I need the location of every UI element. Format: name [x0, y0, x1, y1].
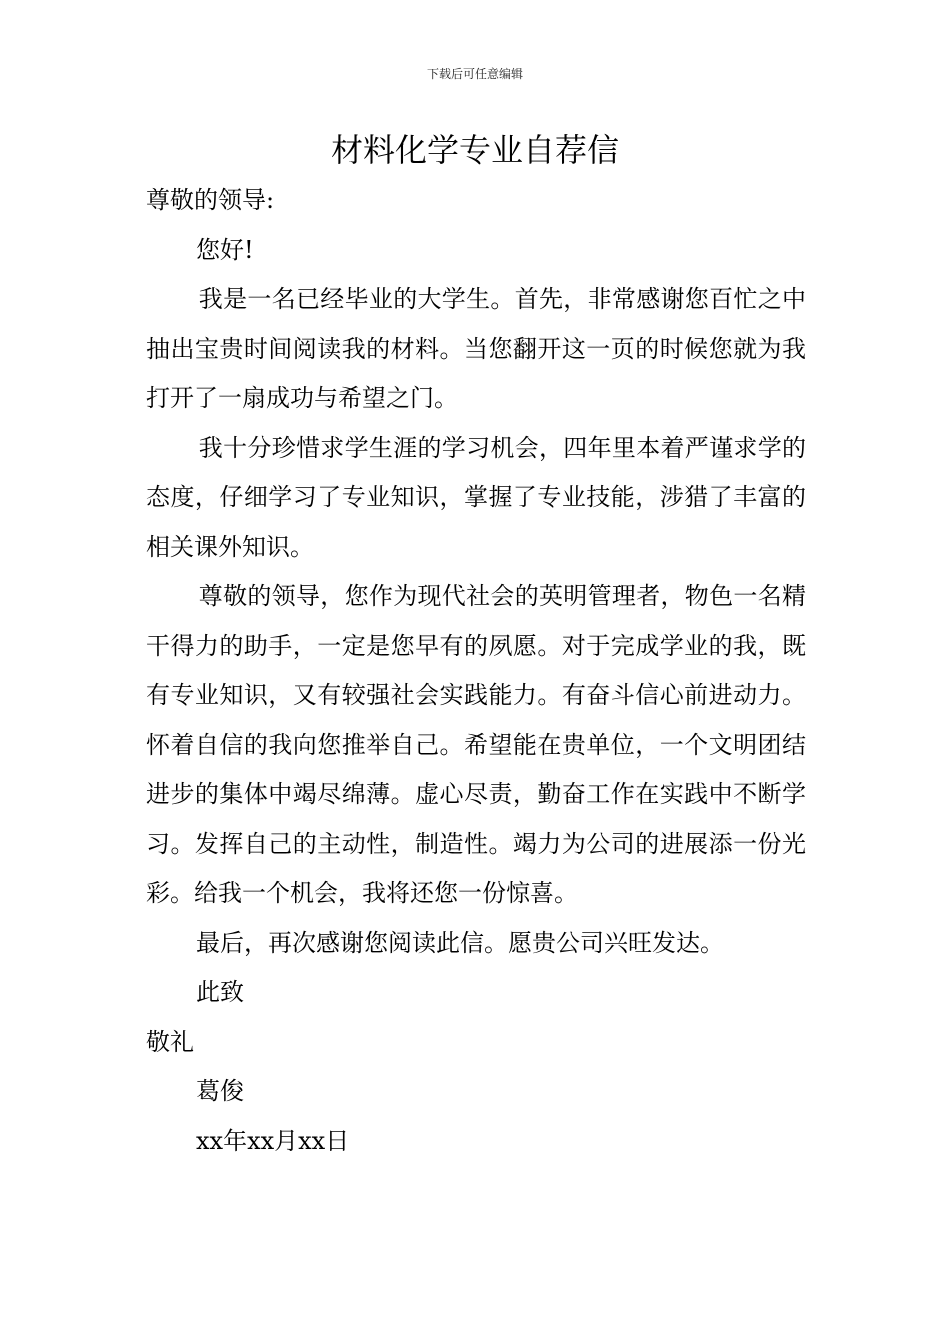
page-header-note: 下载后可任意编辑 — [426, 67, 523, 81]
paragraph-intro: 我是一名已经毕业的大学生。首先，非常感谢您百忙之中抽出宝贵时间阅读我的材料。当您翻开这一页的时候您就为我打开了一扇成功与希望之门。 — [146, 285, 806, 412]
document-title: 材料化学专业自荐信 — [330, 131, 619, 169]
date: xx年xx月xx日 — [196, 1126, 350, 1155]
closing-line: 最后，再次感谢您阅读此信。愿贵公司兴旺发达。 — [196, 928, 724, 957]
paragraph-request: 尊敬的领导，您作为现代社会的英明管理者，物色一名精干得力的助手，一定是您早有的夙愿。对于完成学业的我，既有专业知识，又有较强社会实践能力。有奋斗信心前进动力。怀着自信的我向您推举自己。希望能在贵单位，一个文明团结进步的集体中竭尽绵薄。虚心尽责，勤奋工作在实践中不断学习。发挥自己的主动性，制造性。竭力为公司的进展添一份光彩。给我一个机会，我将还您一份惊喜。 — [146, 582, 806, 907]
signature: 葛俊 — [196, 1077, 244, 1105]
paragraph-study: 我十分珍惜求学生涯的学习机会，四年里本着严谨求学的态度，仔细学习了专业知识，掌握了专业技能，涉猎了丰富的相关课外知识。 — [146, 433, 806, 561]
letter-body — [146, 176, 806, 1166]
greeting: 您好! — [196, 235, 254, 264]
regards-line-1: 此致 — [196, 978, 244, 1006]
regards-line-2: 敬礼 — [146, 1027, 194, 1056]
salutation: 尊敬的领导: — [146, 186, 275, 214]
